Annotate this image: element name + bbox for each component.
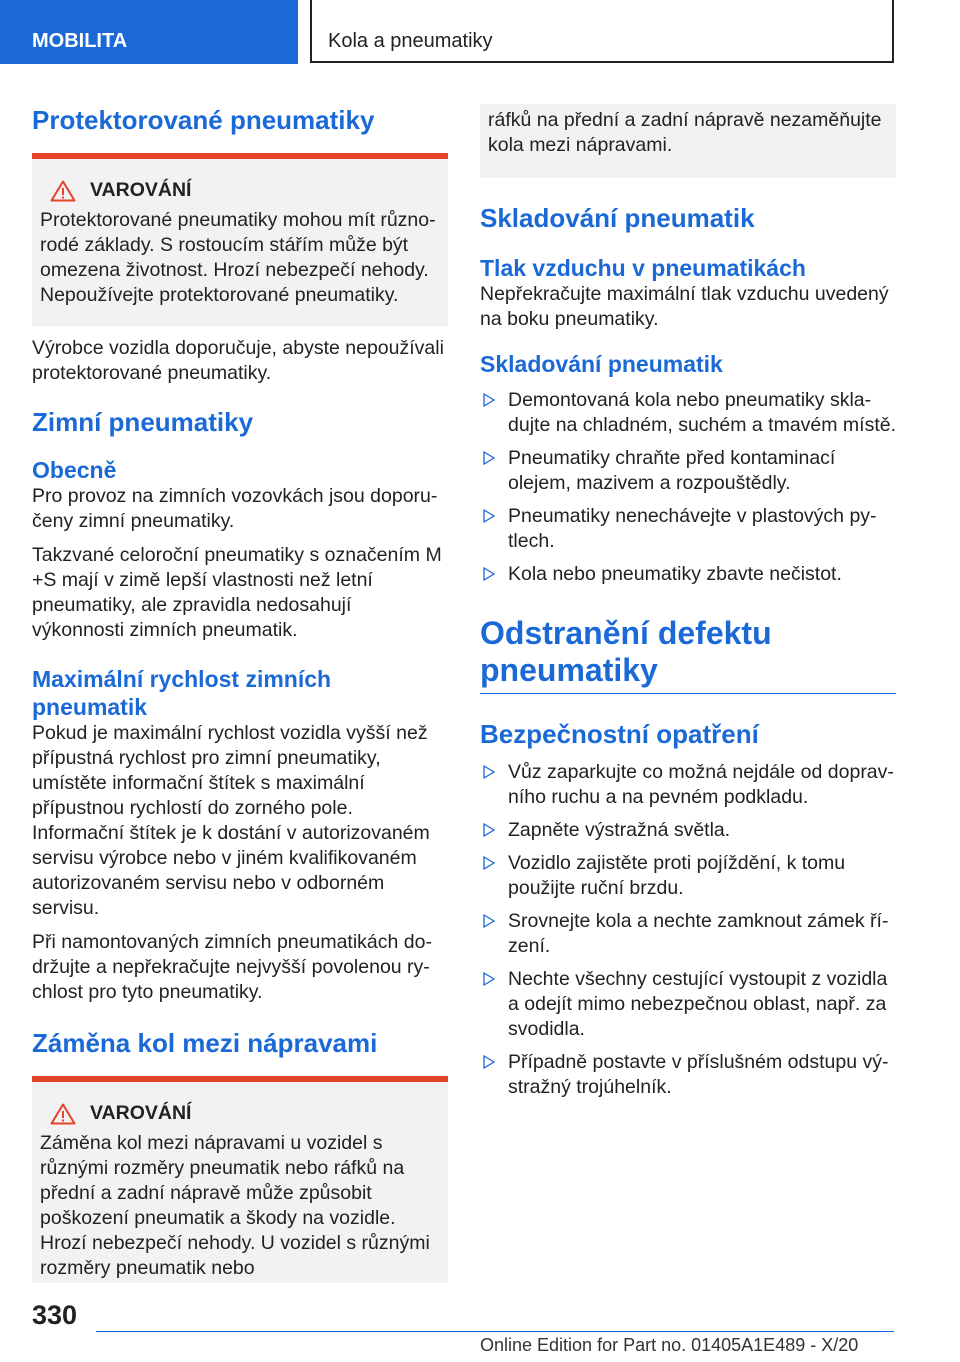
maxspeed-text-1: Pokud je maximální rychlost vozidla vyšší než přípustná rychlost pro zimní pneumatiky, umístěte informační štítek s maximální přípustnou rychlostí do zorného pole. Informační štítek je k dostání v autorizovaném servisu výrobce nebo v jiném kvalifikovaném autorizovaném servisu nebo v odborném servisu. [32,722,430,919]
maxspeed-heading: Maximální rychlost zimních pneumatik [32,666,332,720]
warning-triangle-icon [50,1103,76,1125]
section-tab [0,0,298,64]
list-item: Nechte všechny cestující vystoupit z vozidla a odejít mimo nebezpečnou oblast, např. za svodidla. [480,967,896,1042]
bullet-triangle-icon [483,509,495,523]
footer-rule [96,1331,894,1332]
list-item: Případně postavte v příslušném odstupu výstražný trojúhelník. [480,1050,896,1100]
maxspeed-text-2: Při namontovaných zimních pneumatikách dodržujte a nepřekračujte nejvyšší povolenou rychlost pro tyto pneumatiky. [32,931,432,1003]
warning-text: Protektorované pneumatiky mohou mít různorodé základy. S rostoucím stářím může být omezena životnost. Hrozí nebezpečí nehody. Nepoužívejte protektorované pneumatiky. [40,209,436,306]
bullet-triangle-icon [483,972,495,986]
warning-label: VAROVÁNÍ [90,1102,192,1124]
pressure-heading: Tlak vzduchu v pneumatikách [480,255,806,281]
safety-list [480,760,896,1100]
warning-text-continued: ráfků na přední a zadní nápravě nezaměňujte kola mezi nápravami. [488,109,882,156]
bullet-triangle-icon [483,914,495,928]
storage-heading: Skladování pneumatik [480,203,755,233]
warning-text: Záměna kol mezi nápravami u vozidel s různými rozměry pneumatik nebo ráfků na přední a zadní nápravě může způsobit poškození pneumatik a škody na vozidle. Hrozí nebezpečí nehody. U vozidel s různými rozměry pneumatik nebo [40,1132,430,1279]
winter-heading: Zimní pneumatiky [32,407,254,437]
list-item: Pneumatiky chraňte před kontaminací olejem, mazivem a rozpouštědly. [480,446,896,496]
list-item: Demontovaná kola nebo pneumatiky skladujte na chladném, suchém a tmavém místě. [480,388,896,438]
bullet-triangle-icon [483,765,495,779]
footer-edition: Online Edition for Part no. 01405A1E489 - X/20 [480,1335,859,1355]
flat-heading-block [480,615,896,694]
general-text-2: Takzvané celoroční pneumatiky s označením M +S mají v zimě lepší vlastnosti než letní pneumatiky, ale zpravidla nedosahují výkonnosti zimních pneumatik. [32,544,442,641]
general-heading: Obecně [32,457,117,483]
right-column [480,104,896,1108]
retread-heading: Protektorované pneumatiky [32,105,375,135]
warning-box-continued [480,104,896,178]
list-item: Vůz zaparkujte co možná nejdále od dopravního ruchu a na pevném podkladu. [480,760,896,810]
pressure-text: Nepřekračujte maximální tlak vzduchu uvedený na boku pneumatiky. [480,283,889,330]
bullet-triangle-icon [483,856,495,870]
list-item: Pneumatiky nenechávejte v plastových pytlech. [480,504,896,554]
list-item: Kola nebo pneumatiky zbavte nečistot. [480,562,896,587]
warning-label: VAROVÁNÍ [90,179,192,201]
bullet-triangle-icon [483,567,495,581]
page-number: 330 [32,1300,78,1330]
storage-list [480,388,896,587]
chapter-label: Kola a pneumatiky [328,30,493,52]
section-label: MOBILITA [32,30,128,52]
list-item: Vozidlo zajistěte proti pojíždění, k tomu použijte ruční brzdu. [480,851,896,901]
chapter-header [310,0,894,63]
left-column [32,98,448,1283]
list-item: Zapněte výstražná světla. [480,818,896,843]
warning-header [40,1102,440,1125]
warning-box-retread [32,153,448,326]
warning-header [40,179,440,202]
flat-heading: Odstranění defektu pneumatiky [480,615,772,688]
bullet-triangle-icon [483,1055,495,1069]
retread-text: Výrobce vozidla doporučuje, abyste nepoužívali protektorované pneumatiky. [32,337,444,384]
safety-heading: Bezpečnostní opatření [480,719,759,749]
list-item: Srovnejte kola a nechte zamknout zámek řízení. [480,909,896,959]
storage-subheading: Skladování pneumatik [480,351,723,377]
bullet-triangle-icon [483,451,495,465]
general-text-1: Pro provoz na zimních vozovkách jsou doporučeny zimní pneumatiky. [32,485,438,532]
bullet-triangle-icon [483,823,495,837]
warning-triangle-icon [50,180,76,202]
bullet-triangle-icon [483,393,495,407]
warning-box-swap [32,1076,448,1283]
swap-heading: Záměna kol mezi nápravami [32,1028,378,1058]
